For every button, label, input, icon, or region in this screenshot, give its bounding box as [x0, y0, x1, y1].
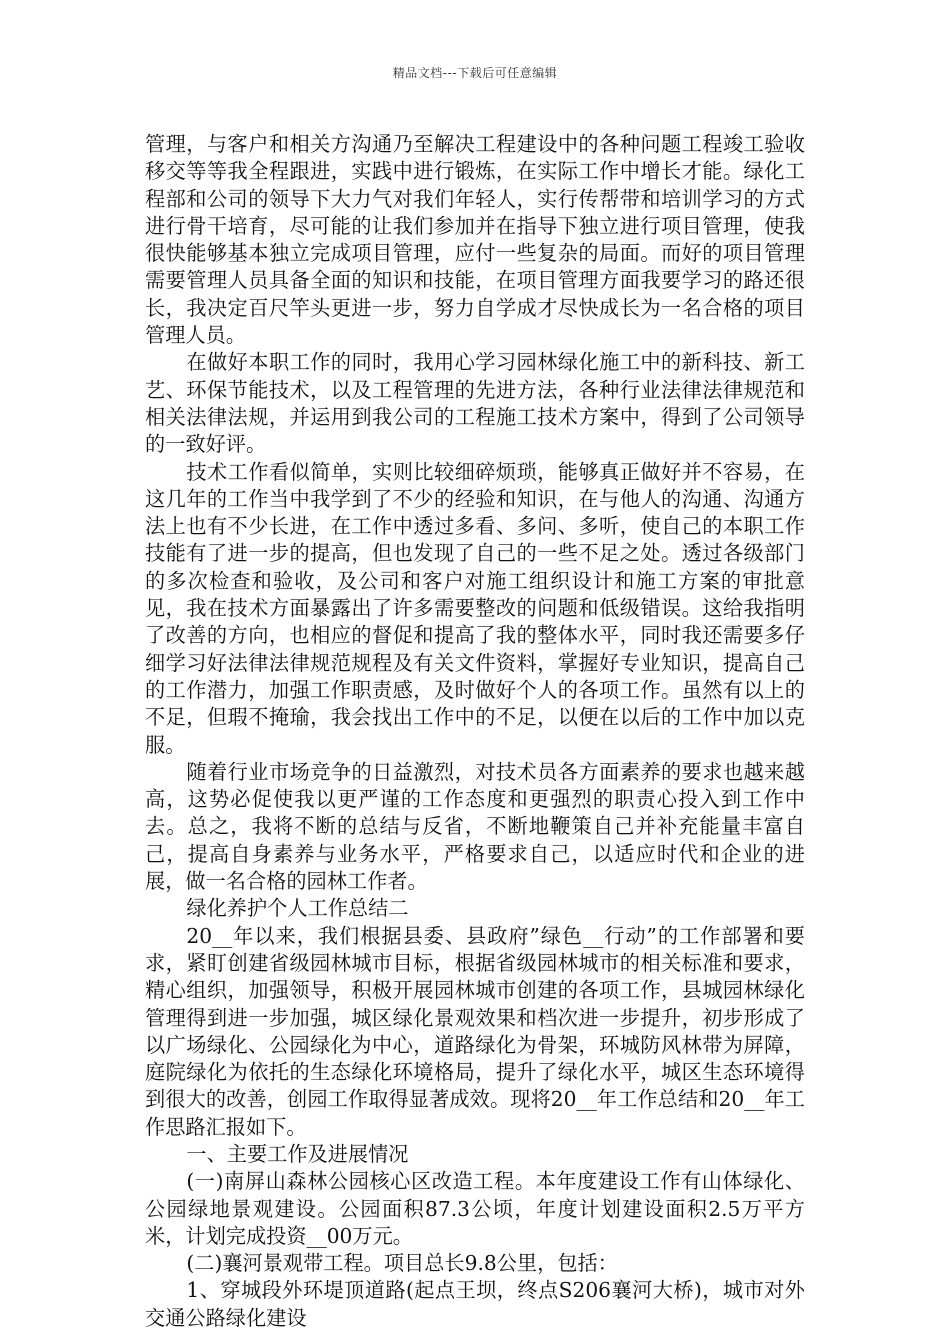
- paragraph: 管理，与客户和相关方沟通乃至解决工程建设中的各种问题工程竣工验收移交等等我全程跟进，实践中进行锻炼，在实际工作中增长才能。绿化工程部和公司的领导下大力气对我们年轻人，实行传帮带和培训学习的方式进行骨干培育，尽可能的让我们参加并在指导下独立进行项目管理，使我很快能够基本独立完成项目管理，应付一些复杂的局面。而好的项目管理需要管理人员具备全面的知识和技能，在项目管理方面我要学习的路还很长，我决定百尺竿头更进一步，努力自学成才尽快成长为一名合格的项目管理人员。: [145, 132, 805, 348]
- paragraph: (一)南屏山森林公园核心区改造工程。本年度建设工作有山体绿化、公园绿地景观建设。公园面积87.3公顷，年度计划建设面积2.5万平方米，计划完成投资__00万元。: [145, 1169, 805, 1248]
- page-header: 精品文档---下载后可任意编辑: [392, 66, 558, 80]
- paragraph: (二)襄河景观带工程。项目总长9.8公里，包括：: [186, 1251, 618, 1276]
- paragraph: 1、穿城段外环堤顶道路(起点王坝，终点S206襄河大桥)，城市对外交通公路绿化建设: [145, 1278, 805, 1330]
- section-heading: 一、主要工作及进展情况: [186, 1141, 409, 1166]
- paragraph: 20__年以来，我们根据县委、县政府”绿色__行动”的工作部署和要求，紧盯创建省级园林城市目标，根据省级园林城市的相关标准和要求，精心组织，加强领导，积极开展园林城市创建的各项工作，县城园林绿化管理得到进一步加强，城区绿化景观效果和档次进一步提升，初步形成了以广场绿化、公园绿化为中心，道路绿化为骨架，环城防风林带为屏障，庭院绿化为依托的生态绿化环境格局，提升了绿化水平，城区生态环境得到很大的改善，创园工作取得显著成效。现将20__年工作总结和20__年工作思路汇报如下。: [145, 923, 805, 1139]
- paragraph: 技术工作看似简单，实则比较细碎烦琐，能够真正做好并不容易，在这几年的工作当中我学到了不少的经验和知识，在与他人的沟通、沟通方法上也有不少长进，在工作中透过多看、多问、多听，使自己的本职工作技能有了进一步的提高，但也发现了自己的一些不足之处。透过各级部门的多次检查和验收，及公司和客户对施工组织设计和施工方案的审批意见，我在技术方面暴露出了许多需要整改的问题和低级错误。这给我指明了改善的方向，也相应的督促和提高了我的整体水平，同时我还需要多仔细学习好法律法律规范规程及有关文件资料，掌握好专业知识，提高自己的工作潜力，加强工作职责感，及时做好个人的各项工作。虽然有以上的不足，但瑕不掩瑜，我会找出工作中的不足，以便在以后的工作中加以克服。: [145, 459, 805, 757]
- paragraph: 随着行业市场竞争的日益激烈，对技术员各方面素养的要求也越来越高，这势必促使我以更严谨的工作态度和更强烈的职责心投入到工作中去。总之，我将不断的总结与反省，不断地鞭策自己并补充能量丰富自己，提高自身素养与业务水平，严格要求自己，以适应时代和企业的进展，做一名合格的园林工作者。: [145, 759, 805, 894]
- document-body: [145, 131, 805, 1332]
- paragraph: 在做好本职工作的同时，我用心学习园林绿化施工中的新科技、新工艺、环保节能技术，以及工程管理的先进方法，各种行业法律法律规范和相关法律法规，并运用到我公司的工程施工技术方案中，得到了公司领导的一致好评。: [145, 350, 805, 457]
- section-title: 绿化养护个人工作总结二: [186, 896, 409, 921]
